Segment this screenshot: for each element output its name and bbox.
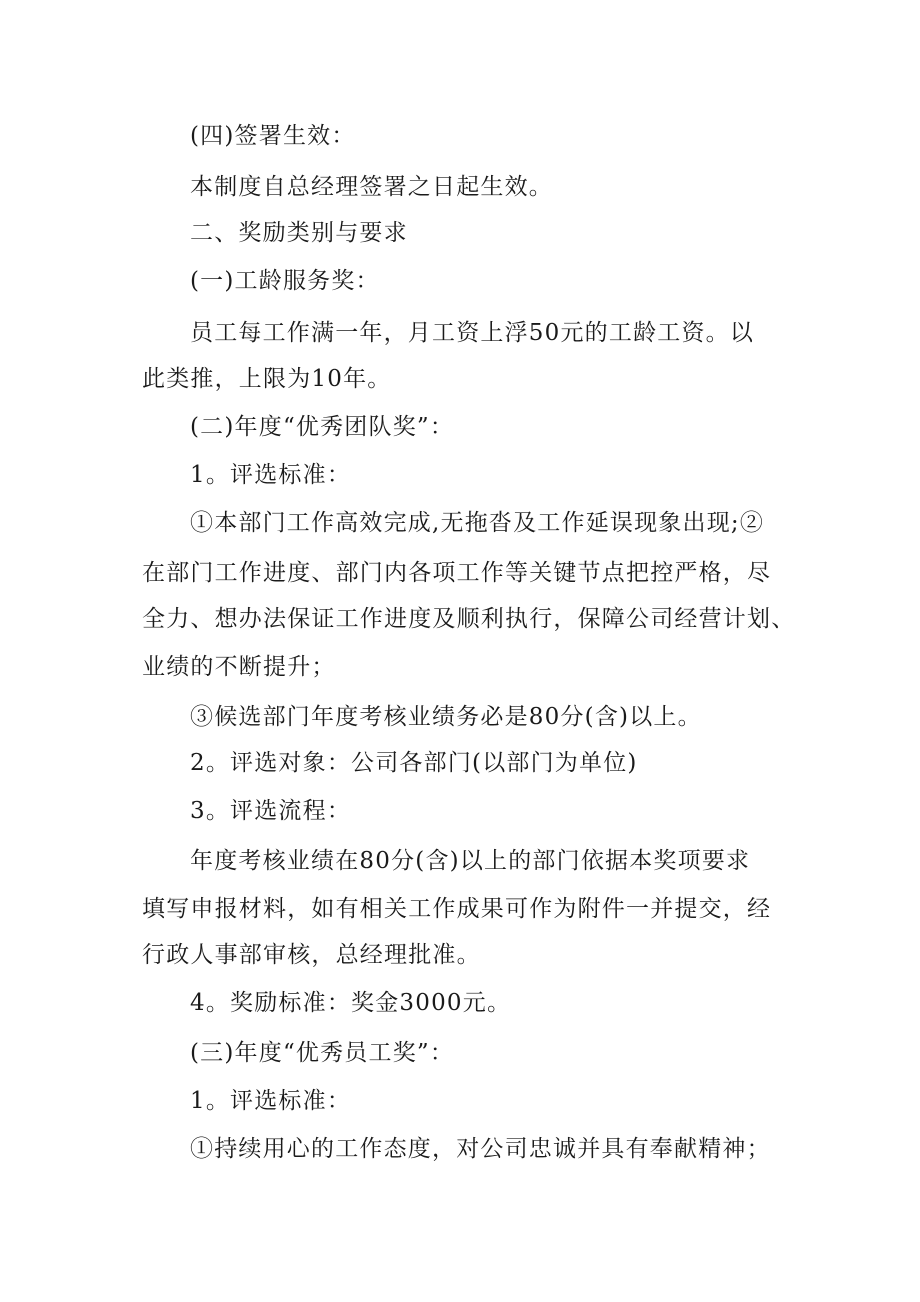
list-item-heading: 3。评选流程： [190,798,352,824]
paragraph-line: 业绩的不断提升； [142,654,336,680]
paragraph-line: 在部门工作进度、部门内各项工作等关键节点把控严格，尽 [142,560,772,586]
paragraph-line: ①持续用心的工作态度，对公司忠诚并具有奉献精神； [190,1136,771,1162]
paragraph-line: 年度考核业绩在80分(含)以上的部门依据本奖项要求 [190,848,751,874]
section-heading-reward-types: 二、奖励类别与要求 [190,220,408,246]
paragraph-line: ③候选部门年度考核业绩务必是80分(含)以上。 [190,704,702,730]
subsection-heading-team-award: (二)年度“优秀团队奖”： [190,414,455,440]
section-heading-signature: (四)签署生效： [190,123,356,149]
subsection-heading-employee-award: (三)年度“优秀员工奖”： [190,1040,455,1066]
list-item-heading: 1。评选标准： [190,462,352,488]
paragraph-line: 此类推，上限为10年。 [142,366,392,392]
list-item-heading: 2。评选对象：公司各部门(以部门为单位) [190,750,638,776]
subsection-heading-seniority: (一)工龄服务奖： [190,268,380,294]
list-item-heading: 4。奖励标准：奖金3000元。 [190,990,512,1016]
paragraph-line: 填写申报材料，如有相关工作成果可作为附件一并提交，经 [142,896,772,922]
paragraph-line: 员工每工作满一年，月工资上浮50元的工龄工资。以 [190,320,755,346]
paragraph-line: ①本部门工作高效完成,无拖沓及工作延误现象出现;② [190,510,765,536]
paragraph-line: 全力、想办法保证工作进度及顺利执行，保障公司经营计划、 [142,606,796,632]
paragraph-effective-date: 本制度自总经理签署之日起生效。 [190,174,553,200]
list-item-heading: 1。评选标准： [190,1088,352,1114]
paragraph-line: 行政人事部审核，总经理批准。 [142,942,481,968]
